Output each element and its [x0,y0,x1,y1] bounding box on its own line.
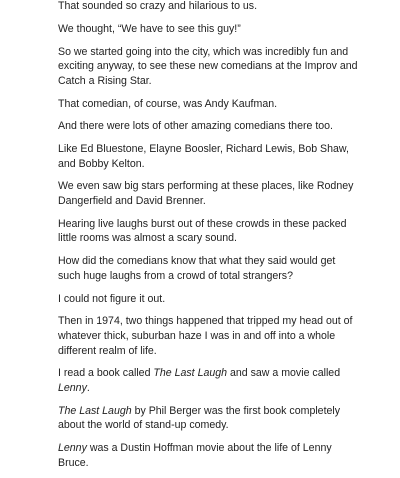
body-text [58,0,358,478]
paragraph [58,254,358,283]
paragraph [58,119,358,134]
text-run: Hearing live laughs burst out of these crowds in these packed little rooms was almost a scary sound. [58,217,347,245]
text-run: So we started going into the city, which was incredibly fun and exciting anyway, to see these new comedians at the Improv and Catch a Rising Star. [58,45,358,87]
text-run: That comedian, of course, was Andy Kaufman. [58,97,278,110]
text-run: was a Dustin Hoffman movie about the life of Lenny Bruce. [58,442,332,469]
italic-title: Lenny [58,442,87,455]
text-run: . [86,381,90,394]
italic-title: Lenny [58,381,87,394]
text-run: I read a book called [58,367,154,380]
paragraph [58,366,358,395]
italic-title: The Last Laugh [153,367,228,380]
italic-title: The Last Laugh [58,404,132,417]
paragraph [58,0,358,14]
text-run: We thought, “We have to see this guy!” [58,22,241,35]
paragraph [58,292,358,307]
paragraph [58,45,358,89]
paragraph [58,179,358,208]
paragraph [58,217,358,246]
text-run: Like Ed Bluestone, Elayne Boosler, Richard Lewis, Bob Shaw, and Bobby Kelton. [58,143,349,170]
paragraph [58,142,358,171]
text-run: How did the comedians know that what they said would get such huge laughs from a crowd of total strangers? [58,255,336,282]
paragraph [58,22,358,37]
paragraph [58,441,358,470]
paragraph [58,404,358,433]
text-run: Then in 1974, two things happened that tripped my head out of whatever thick, suburban haze I was in and off into a whole different realm of life. [58,315,353,357]
paragraph [58,314,358,358]
text-run: We even saw big stars performing at these places, like Rodney Dangerfield and David Brenner. [58,180,354,208]
text-run: That sounded so crazy and hilarious to us. [58,0,258,12]
paragraph [58,97,358,112]
text-run: And there were lots of other amazing comedians there too. [58,120,334,133]
text-run: by Phil Berger was the first book completely about the world of stand-up comedy. [58,404,341,432]
text-run: I could not figure it out. [58,292,166,305]
text-run: and saw a movie called [227,367,341,380]
